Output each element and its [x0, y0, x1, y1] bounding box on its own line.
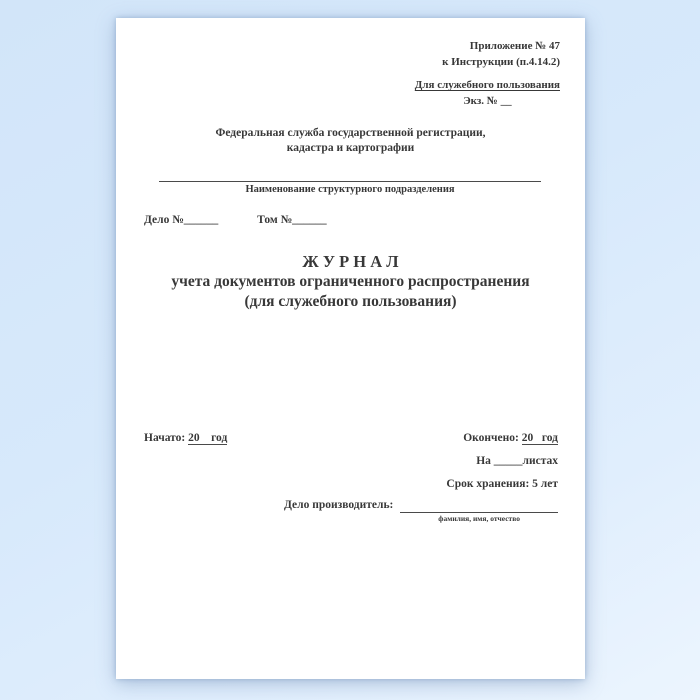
finished-value-blank: 20 год — [521, 432, 558, 444]
sheets-field: На _____листах — [476, 455, 558, 467]
instruction-reference: к Инструкции (п.4.14.2) — [442, 55, 560, 68]
agency-header — [116, 126, 585, 155]
division-caption: Наименование структурного подразделения — [245, 184, 455, 195]
division-blank-line — [159, 164, 541, 182]
document-page — [116, 18, 585, 679]
clerk-blank-line — [400, 499, 558, 513]
corner-block — [415, 39, 560, 109]
clerk-signature-area — [400, 499, 558, 523]
started-field — [144, 432, 227, 444]
clerk-label: Дело производитель: — [284, 499, 397, 511]
retention-period: Срок хранения: 5 лет — [446, 478, 558, 490]
footer-right-column — [446, 432, 558, 490]
finished-field — [446, 432, 558, 444]
started-label: Начато: — [144, 432, 189, 444]
title-word-journal: Ж У Р Н А Л — [302, 252, 399, 271]
case-number-blank: Дело №______ — [144, 214, 219, 226]
case-volume-row — [144, 214, 327, 226]
restricted-use-stamp: Для служебного пользования — [414, 79, 560, 92]
finished-label: Окончено: — [463, 432, 522, 444]
division-block — [159, 164, 541, 195]
clerk-caption: фамилия, имя, отчество — [438, 514, 520, 523]
title-subtitle-line2: (для служебного пользования) — [244, 292, 457, 310]
title-subtitle-line1: учета документов ограниченного распространения — [171, 273, 530, 291]
appendix-number: Приложение № 47 — [469, 40, 560, 52]
copy-number: Экз. № __ — [463, 94, 512, 107]
clerk-field — [284, 499, 558, 523]
agency-name-line1: Федеральная служба государственной регистрации, — [215, 127, 486, 139]
agency-name-line2: кадастра и картографии — [286, 141, 415, 154]
started-value-blank: 20 год — [188, 432, 228, 444]
journal-title — [116, 252, 585, 311]
volume-number-blank: Том №______ — [257, 214, 327, 226]
